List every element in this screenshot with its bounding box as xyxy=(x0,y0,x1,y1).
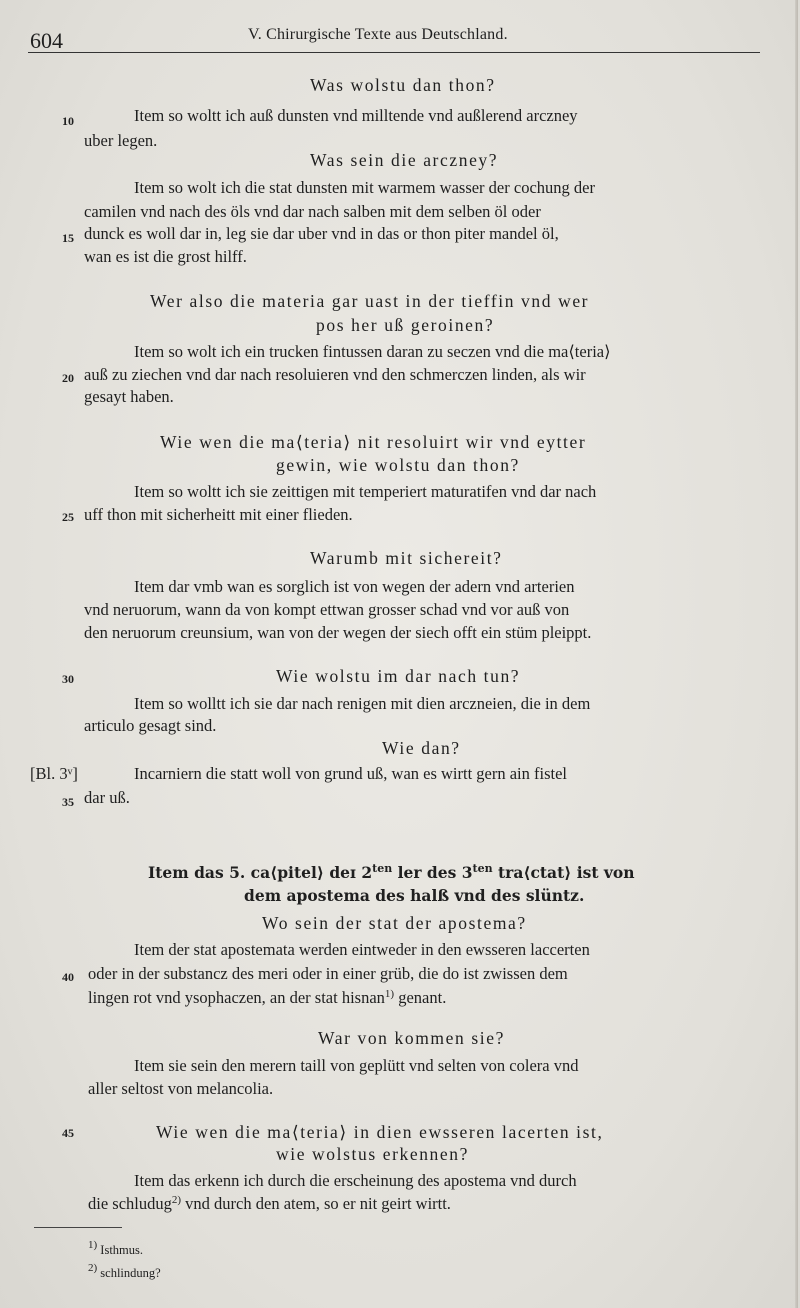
line-number: 40 xyxy=(62,970,74,984)
text-line: gesayt haben. xyxy=(84,387,174,406)
question-line: War von kommen sie? xyxy=(318,1028,505,1048)
question-line: Wer also die materia gar uast in der tieffin vnd wer xyxy=(150,291,590,311)
text-line: Item so wolltt ich sie dar nach renigen mit dien arczneien, die in dem xyxy=(134,694,591,713)
text-line: Item so woltt ich sie zeittigen mit temperiert maturatifen vnd dar nach xyxy=(134,482,597,501)
text-line: dar uß. xyxy=(84,788,130,807)
text-line: Item das erkenn ich durch die erscheinung des apostema vnd durch xyxy=(134,1171,577,1190)
text-line: dunck es woll dar in, leg sie dar uber vnd in das or thon piter mandel öl, xyxy=(84,224,559,243)
text-line: Item so wolt ich die stat dunsten mit warmem wasser der cochung der xyxy=(134,178,595,197)
line-number: 30 xyxy=(62,672,74,686)
text-line: vnd neruorum, wann da von kompt ettwan grosser schad vnd vor auß von xyxy=(84,600,570,619)
line-number: 20 xyxy=(62,371,74,385)
question-line: wie wolstus erkennen? xyxy=(276,1144,469,1164)
question-line: gewin, wie wolstu dan thon? xyxy=(276,455,520,475)
line-number: 25 xyxy=(62,510,74,524)
text-line: auß zu ziechen vnd dar nach resoluieren vnd den schmerczen linden, als wir xyxy=(84,365,586,384)
text-line: Item so woltt ich auß dunsten vnd milltende vnd außlerend arczney xyxy=(134,106,578,125)
page-number: 604 xyxy=(30,28,63,53)
question-line: Wie wolstu im dar nach tun? xyxy=(276,666,521,686)
question-line: Was sein die arczney? xyxy=(310,150,499,170)
page-edge-shadow xyxy=(795,0,798,1308)
question-line: Wie wen die ma⟨teria⟩ nit resoluirt wir vnd eytter xyxy=(160,432,587,452)
section-heading: dem apostema des halß vnd des slüntz. xyxy=(244,886,585,905)
running-head: V. Chirurgische Texte aus Deutschland. xyxy=(248,26,508,43)
leaf-marker: [Bl. 3ᵛ] xyxy=(30,764,78,783)
text-line: Item dar vmb wan es sorglich ist von wegen der adern vnd arterien xyxy=(134,577,575,596)
line-number: 10 xyxy=(62,114,74,128)
question-line: Was wolstu dan thon? xyxy=(310,75,496,95)
text-line: uff thon mit sicherheitt mit einer flieden. xyxy=(84,505,353,524)
line-number: 15 xyxy=(62,231,74,245)
text-line: den neruorum creunsium, wan von der wegen der siech offt ein stüm pleippt. xyxy=(84,623,592,642)
text-line: Incarniern die statt woll von grund uß, wan es wirtt gern ain fistel xyxy=(134,764,568,783)
text-line: lingen rot vnd ysophaczen, an der stat hisnan$^{1)}$ genant. xyxy=(88,988,447,1007)
line-number: 35 xyxy=(62,795,74,809)
text-line: aller seltost von melancolia. xyxy=(88,1079,274,1098)
text-line: Item sie sein den merern taill von geplütt vnd selten von colera vnd xyxy=(134,1056,579,1075)
question-line: Wo sein der stat der apostema? xyxy=(262,913,527,933)
text-line: camilen vnd nach des öls vnd dar nach salben mit dem selben öl oder xyxy=(84,202,541,221)
text-line: uber legen. xyxy=(84,131,158,150)
question-line: Wie dan? xyxy=(382,738,461,758)
question-line: Wie wen die ma⟨teria⟩ in dien ewsseren lacerten ist, xyxy=(156,1122,604,1142)
text-line: Item der stat apostemata werden eintweder in den ewsseren laccerten xyxy=(134,940,590,959)
footnote: 1) Isthmus. xyxy=(88,1239,144,1257)
text-line: wan es ist die grost hilff. xyxy=(84,247,247,266)
question-line: Warumb mit sichereit? xyxy=(310,548,503,568)
text-line: die schludug$^{2)}$ vnd durch den atem, so er nit geirt wirtt. xyxy=(88,1194,451,1213)
line-number: 45 xyxy=(62,1126,74,1140)
header-rule xyxy=(28,52,760,53)
section-heading: Item das 5. ca⟨pitel⟩ deɪ $2^{ten}$ ler des $3^{ten}$ tra⟨ctat⟩ ist von xyxy=(148,862,635,882)
footnote: 2) schlindung? xyxy=(88,1262,161,1280)
text-line: oder in der substancz des meri oder in einer grüb, die do ist zwissen dem xyxy=(88,964,568,983)
text-line: articulo gesagt sind. xyxy=(84,716,217,735)
text-line: Item so wolt ich ein trucken fintussen daran zu seczen vnd die ma⟨teria⟩ xyxy=(134,342,611,361)
question-line: pos her uß geroinen? xyxy=(316,315,495,335)
footnote-rule xyxy=(34,1227,122,1228)
